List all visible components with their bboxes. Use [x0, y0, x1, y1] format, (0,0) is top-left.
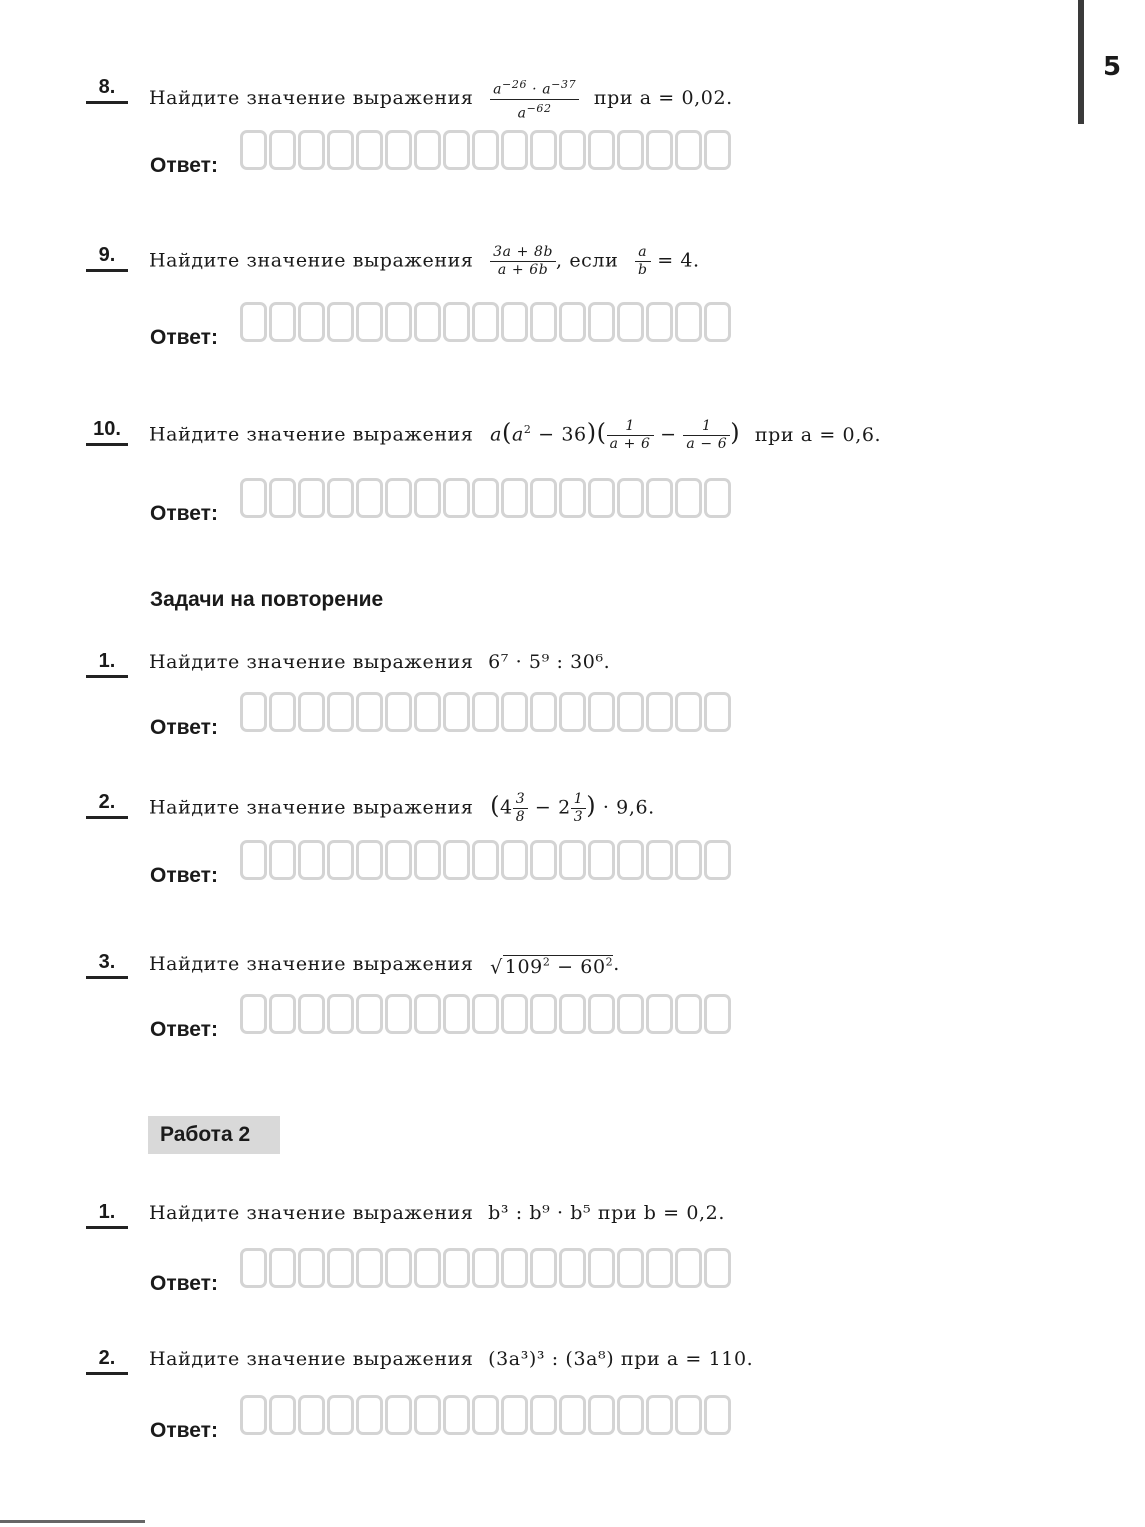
answer-cell[interactable]	[269, 840, 296, 880]
answer-cell[interactable]	[327, 692, 354, 732]
answer-cell[interactable]	[646, 302, 673, 342]
answer-cell[interactable]	[269, 302, 296, 342]
answer-cell[interactable]	[443, 478, 470, 518]
answer-cell[interactable]	[269, 1248, 296, 1288]
answer-cell[interactable]	[298, 1395, 325, 1435]
page-edge-bar	[1078, 0, 1084, 124]
answer-cell[interactable]	[269, 692, 296, 732]
prompt-text: Найдите значение выражения	[149, 1202, 474, 1224]
answer-cell[interactable]	[385, 994, 412, 1034]
answer-cells[interactable]	[240, 840, 731, 880]
answer-cell[interactable]	[472, 302, 499, 342]
answer-cell[interactable]	[675, 478, 702, 518]
answer-cell[interactable]	[472, 1248, 499, 1288]
answer-label: Ответ:	[150, 502, 218, 525]
answer-cell[interactable]	[704, 302, 731, 342]
answer-cell[interactable]	[472, 1395, 499, 1435]
answer-cell[interactable]	[385, 840, 412, 880]
task-condition: , если	[556, 249, 619, 272]
prompt-text: Найдите значение выражения	[149, 423, 474, 446]
answer-cell[interactable]	[501, 1248, 528, 1288]
answer-cell[interactable]	[617, 1395, 644, 1435]
answer-label: Ответ:	[150, 1272, 218, 1295]
answer-cell[interactable]	[588, 1248, 615, 1288]
task-number: 2.	[86, 789, 128, 819]
answer-cell[interactable]	[298, 994, 325, 1034]
answer-cell[interactable]	[704, 130, 731, 170]
answer-cell[interactable]	[530, 1395, 557, 1435]
answer-cell[interactable]	[269, 478, 296, 518]
answer-cell[interactable]	[356, 994, 383, 1034]
answer-cell[interactable]	[588, 692, 615, 732]
prompt-text: Найдите значение выражения	[149, 651, 474, 673]
answer-label: Ответ:	[150, 1419, 218, 1442]
expression: $a(a^2 - 36)$( $\frac{1}{a + 6}$ − $\frac{1}{a - 6}$ )	[490, 418, 741, 452]
answer-cell[interactable]	[327, 1248, 354, 1288]
answer-cell[interactable]	[675, 302, 702, 342]
answer-cell[interactable]	[675, 130, 702, 170]
answer-cell[interactable]	[559, 692, 586, 732]
answer-cell[interactable]	[240, 1395, 267, 1435]
answer-cell[interactable]	[298, 302, 325, 342]
expression: $\frac{3a + 8b}{a + 6b}$	[490, 244, 556, 279]
answer-cell[interactable]	[443, 692, 470, 732]
answer-cell[interactable]	[298, 478, 325, 518]
answer-label: Ответ:	[150, 326, 218, 349]
answer-cells[interactable]	[240, 478, 731, 518]
answer-cell[interactable]	[530, 478, 557, 518]
work-title: Работа 2	[148, 1116, 280, 1154]
answer-cell[interactable]	[414, 840, 441, 880]
answer-cell[interactable]	[240, 692, 267, 732]
prompt-text: Найдите значение выражения	[149, 249, 474, 272]
answer-cell[interactable]	[472, 130, 499, 170]
answer-cell[interactable]	[356, 478, 383, 518]
answer-cell[interactable]	[385, 302, 412, 342]
answer-cell[interactable]	[646, 130, 673, 170]
answer-label: Ответ:	[150, 1018, 218, 1041]
answer-cell[interactable]	[559, 1248, 586, 1288]
answer-cell[interactable]	[327, 130, 354, 170]
answer-cell[interactable]	[501, 1395, 528, 1435]
answer-cell[interactable]	[472, 692, 499, 732]
answer-cell[interactable]	[414, 692, 441, 732]
answer-cell[interactable]	[269, 130, 296, 170]
answer-cell[interactable]	[559, 478, 586, 518]
answer-cell[interactable]	[414, 1395, 441, 1435]
answer-cell[interactable]	[501, 130, 528, 170]
answer-cell[interactable]	[385, 1248, 412, 1288]
answer-cell[interactable]	[414, 302, 441, 342]
answer-cell[interactable]	[298, 1248, 325, 1288]
section-title: Задачи на повторение	[150, 588, 384, 611]
answer-cell[interactable]	[501, 302, 528, 342]
answer-cell[interactable]	[327, 478, 354, 518]
prompt-text: Найдите значение выражения	[149, 796, 474, 819]
answer-cell[interactable]	[559, 994, 586, 1034]
answer-cell[interactable]	[559, 302, 586, 342]
answer-cell[interactable]	[472, 840, 499, 880]
answer-cell[interactable]	[298, 840, 325, 880]
task-statement	[149, 76, 733, 122]
task-number: 10.	[86, 416, 128, 446]
task-condition: .	[613, 953, 620, 976]
prompt-text: Найдите значение выражения	[149, 953, 474, 976]
answer-cell[interactable]	[646, 840, 673, 880]
task-statement	[149, 650, 610, 674]
answer-cell[interactable]	[240, 302, 267, 342]
answer-cell[interactable]	[675, 692, 702, 732]
answer-cell[interactable]	[675, 840, 702, 880]
answer-cell[interactable]	[356, 692, 383, 732]
answer-cell[interactable]	[472, 478, 499, 518]
task-condition: при a = 0,6.	[754, 423, 882, 446]
answer-cell[interactable]	[443, 1248, 470, 1288]
answer-cell[interactable]	[617, 994, 644, 1034]
answer-cell[interactable]	[646, 994, 673, 1034]
answer-cell[interactable]	[704, 1248, 731, 1288]
answer-cell[interactable]	[356, 1248, 383, 1288]
answer-cell[interactable]	[327, 302, 354, 342]
answer-cells[interactable]	[240, 130, 731, 170]
answer-cell[interactable]	[443, 130, 470, 170]
task-statement	[149, 418, 881, 453]
condition-expression: $\frac{a}{b}$ = 4.	[635, 244, 700, 279]
task-number: 2.	[86, 1345, 128, 1375]
answer-cell[interactable]	[298, 692, 325, 732]
answer-cell[interactable]	[443, 994, 470, 1034]
answer-cell[interactable]	[356, 302, 383, 342]
answer-cell[interactable]	[240, 1248, 267, 1288]
answer-cell[interactable]	[588, 994, 615, 1034]
answer-cell[interactable]	[675, 1395, 702, 1435]
expression: (4 $\frac{3}{8}$ − 2 $\frac{1}{3}$ )	[490, 791, 597, 825]
answer-cell[interactable]	[530, 302, 557, 342]
task-number: 8.	[86, 74, 128, 104]
answer-cell[interactable]	[530, 994, 557, 1034]
answer-cell[interactable]	[704, 1395, 731, 1435]
task-condition: · 9,6.	[602, 796, 655, 819]
answer-cells[interactable]	[240, 994, 731, 1034]
task-number: 3.	[86, 949, 128, 979]
task-number: 9.	[86, 242, 128, 272]
answer-cell[interactable]	[617, 302, 644, 342]
task-condition: при a = 0,02.	[593, 87, 733, 110]
answer-cell[interactable]	[240, 994, 267, 1034]
answer-cell[interactable]	[704, 692, 731, 732]
answer-cell[interactable]	[530, 130, 557, 170]
task-expression: b³ : b⁹ · b⁵ при b = 0,2.	[488, 1202, 726, 1224]
answer-cell[interactable]	[269, 1395, 296, 1435]
answer-cells[interactable]	[240, 302, 731, 342]
task-number: 1.	[86, 1199, 128, 1229]
footer-line	[0, 1520, 145, 1523]
task-statement	[149, 951, 620, 979]
answer-cell[interactable]	[501, 692, 528, 732]
answer-cells[interactable]	[240, 1248, 731, 1288]
answer-cell[interactable]	[559, 130, 586, 170]
answer-cells[interactable]	[240, 692, 731, 732]
answer-cell[interactable]	[327, 1395, 354, 1435]
task-statement	[149, 244, 700, 279]
answer-cell[interactable]	[646, 1248, 673, 1288]
answer-cell[interactable]	[443, 1395, 470, 1435]
answer-cell[interactable]	[414, 130, 441, 170]
answer-label: Ответ:	[150, 716, 218, 739]
task-expression: (3a³)³ : (3a⁸) при a = 110.	[488, 1348, 754, 1370]
page-number: 5	[1103, 52, 1122, 82]
answer-cell[interactable]	[559, 1395, 586, 1435]
expression: √ $109^2 - 60^2$	[490, 956, 614, 979]
prompt-text: Найдите значение выражения	[149, 1348, 474, 1370]
answer-cells[interactable]	[240, 1395, 731, 1435]
answer-cell[interactable]	[240, 840, 267, 880]
answer-cell[interactable]	[530, 840, 557, 880]
answer-cell[interactable]	[414, 994, 441, 1034]
answer-cell[interactable]	[240, 478, 267, 518]
answer-cell[interactable]	[298, 130, 325, 170]
answer-cell[interactable]	[356, 1395, 383, 1435]
answer-cell[interactable]	[443, 302, 470, 342]
task-expression: 6⁷ · 5⁹ : 30⁶.	[488, 651, 611, 673]
answer-label: Ответ:	[150, 154, 218, 177]
answer-cell[interactable]	[559, 840, 586, 880]
answer-cell[interactable]	[646, 1395, 673, 1435]
answer-cell[interactable]	[240, 130, 267, 170]
answer-cell[interactable]	[617, 478, 644, 518]
answer-cell[interactable]	[472, 994, 499, 1034]
answer-label: Ответ:	[150, 864, 218, 887]
answer-cell[interactable]	[385, 478, 412, 518]
answer-cell[interactable]	[675, 1248, 702, 1288]
answer-cell[interactable]	[617, 840, 644, 880]
answer-cell[interactable]	[646, 692, 673, 732]
answer-cell[interactable]	[414, 478, 441, 518]
answer-cell[interactable]	[704, 478, 731, 518]
answer-cell[interactable]	[617, 130, 644, 170]
answer-cell[interactable]	[356, 130, 383, 170]
task-statement	[149, 1347, 753, 1371]
answer-cell[interactable]	[443, 840, 470, 880]
task-statement	[149, 791, 655, 826]
answer-cell[interactable]	[414, 1248, 441, 1288]
answer-cell[interactable]	[356, 840, 383, 880]
answer-cell[interactable]	[501, 478, 528, 518]
answer-cell[interactable]	[269, 994, 296, 1034]
answer-cell[interactable]	[385, 692, 412, 732]
expression: $\frac{a^{-26} \cdot a^{-37}}{a^{-62}}$	[490, 76, 579, 122]
answer-cell[interactable]	[588, 130, 615, 170]
answer-cell[interactable]	[327, 994, 354, 1034]
answer-cell[interactable]	[501, 994, 528, 1034]
task-statement	[149, 1201, 725, 1225]
answer-cell[interactable]	[327, 840, 354, 880]
answer-cell[interactable]	[646, 478, 673, 518]
answer-cell[interactable]	[675, 994, 702, 1034]
answer-cell[interactable]	[588, 478, 615, 518]
answer-cell[interactable]	[530, 692, 557, 732]
prompt-text: Найдите значение выражения	[149, 87, 474, 110]
answer-cell[interactable]	[385, 130, 412, 170]
answer-cell[interactable]	[588, 1395, 615, 1435]
answer-cell[interactable]	[530, 1248, 557, 1288]
answer-cell[interactable]	[704, 994, 731, 1034]
answer-cell[interactable]	[588, 302, 615, 342]
answer-cell[interactable]	[617, 692, 644, 732]
task-number: 1.	[86, 648, 128, 678]
answer-cell[interactable]	[617, 1248, 644, 1288]
answer-cell[interactable]	[385, 1395, 412, 1435]
answer-cell[interactable]	[588, 840, 615, 880]
answer-cell[interactable]	[501, 840, 528, 880]
answer-cell[interactable]	[704, 840, 731, 880]
